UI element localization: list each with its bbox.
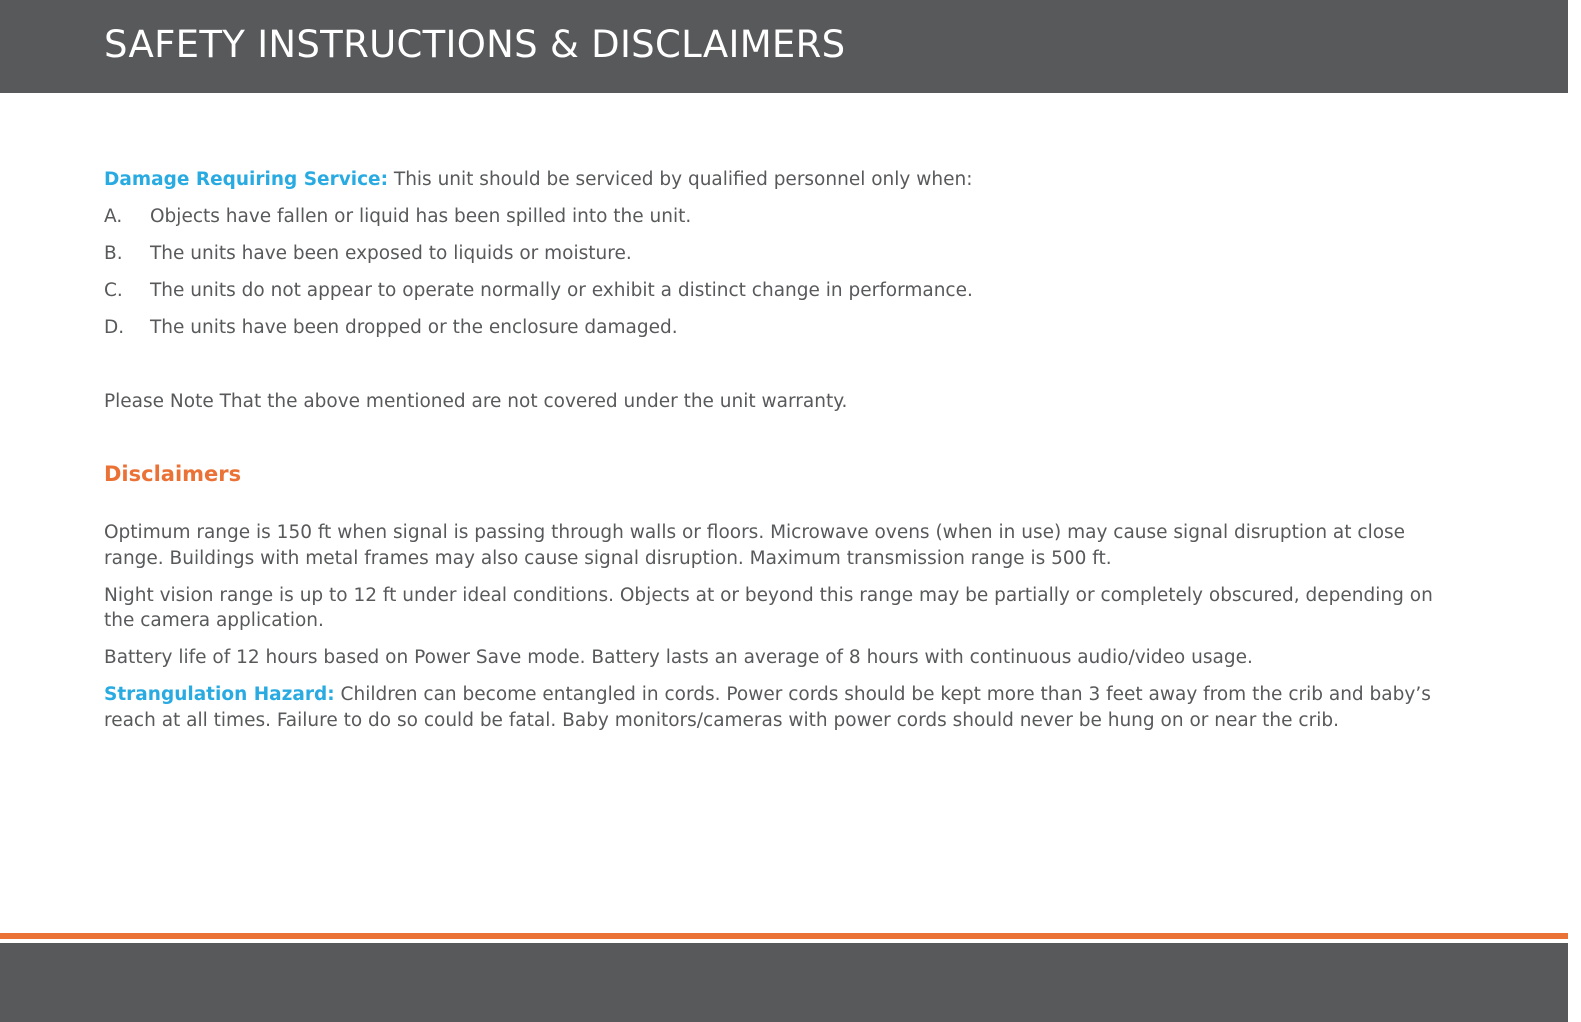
damage-intro-text: This unit should be serviced by qualified personnel only when: — [388, 169, 973, 190]
range-disclaimer: Optimum range is 150 ft when signal is passing through walls or floors. Microwave ovens (when in use) may cause signal disruption at close range. Buildings with metal frames may also cause signal disruption. Maximum transmission range is 500 ft. — [104, 522, 1406, 569]
list-item-letter: A. — [104, 206, 123, 227]
list-item — [104, 278, 1449, 304]
disclaimers-heading: Disclaimers — [104, 462, 242, 486]
strangulation-label: Strangulation Hazard: — [104, 684, 335, 705]
list-item-text: Objects have fallen or liquid has been spilled into the unit. — [150, 206, 692, 227]
footer-accent-stripe — [0, 933, 1568, 939]
damage-list — [104, 204, 1449, 341]
list-item — [104, 241, 1449, 267]
content-area — [104, 167, 1449, 733]
list-item — [104, 315, 1449, 341]
footer-bar — [0, 943, 1568, 1022]
list-item-letter: D. — [104, 317, 125, 338]
list-item-text: The units do not appear to operate normally or exhibit a distinct change in performance. — [150, 280, 973, 301]
warranty-note: Please Note That the above mentioned are not covered under the unit warranty. — [104, 390, 848, 412]
damage-label: Damage Requiring Service: — [104, 169, 389, 190]
strangulation-warning — [104, 682, 1449, 733]
list-item — [104, 204, 1449, 230]
list-item-text: The units have been dropped or the enclosure damaged. — [150, 317, 678, 338]
list-item-letter: B. — [104, 243, 123, 264]
page-title: SAFETY INSTRUCTIONS & DISCLAIMERS — [104, 23, 846, 66]
list-item-text: The units have been exposed to liquids or moisture. — [150, 243, 632, 264]
night-vision-disclaimer: Night vision range is up to 12 ft under ideal conditions. Objects at or beyond this range may be partially or completely obscured, depending on the camera application. — [104, 584, 1433, 631]
strangulation-text: Children can become entangled in cords. Power cords should be kept more than 3 feet away from the crib and baby’s reach at all times. Failure to do so could be fatal. Baby monitors/cameras with power cords should never be hung on or near the crib. — [104, 684, 1431, 731]
list-item-letter: C. — [104, 280, 123, 301]
damage-intro — [104, 167, 1449, 193]
header-bar — [0, 0, 1568, 93]
battery-disclaimer: Battery life of 12 hours based on Power Save mode. Battery lasts an average of 8 hours with continuous audio/video usage. — [104, 647, 1253, 668]
